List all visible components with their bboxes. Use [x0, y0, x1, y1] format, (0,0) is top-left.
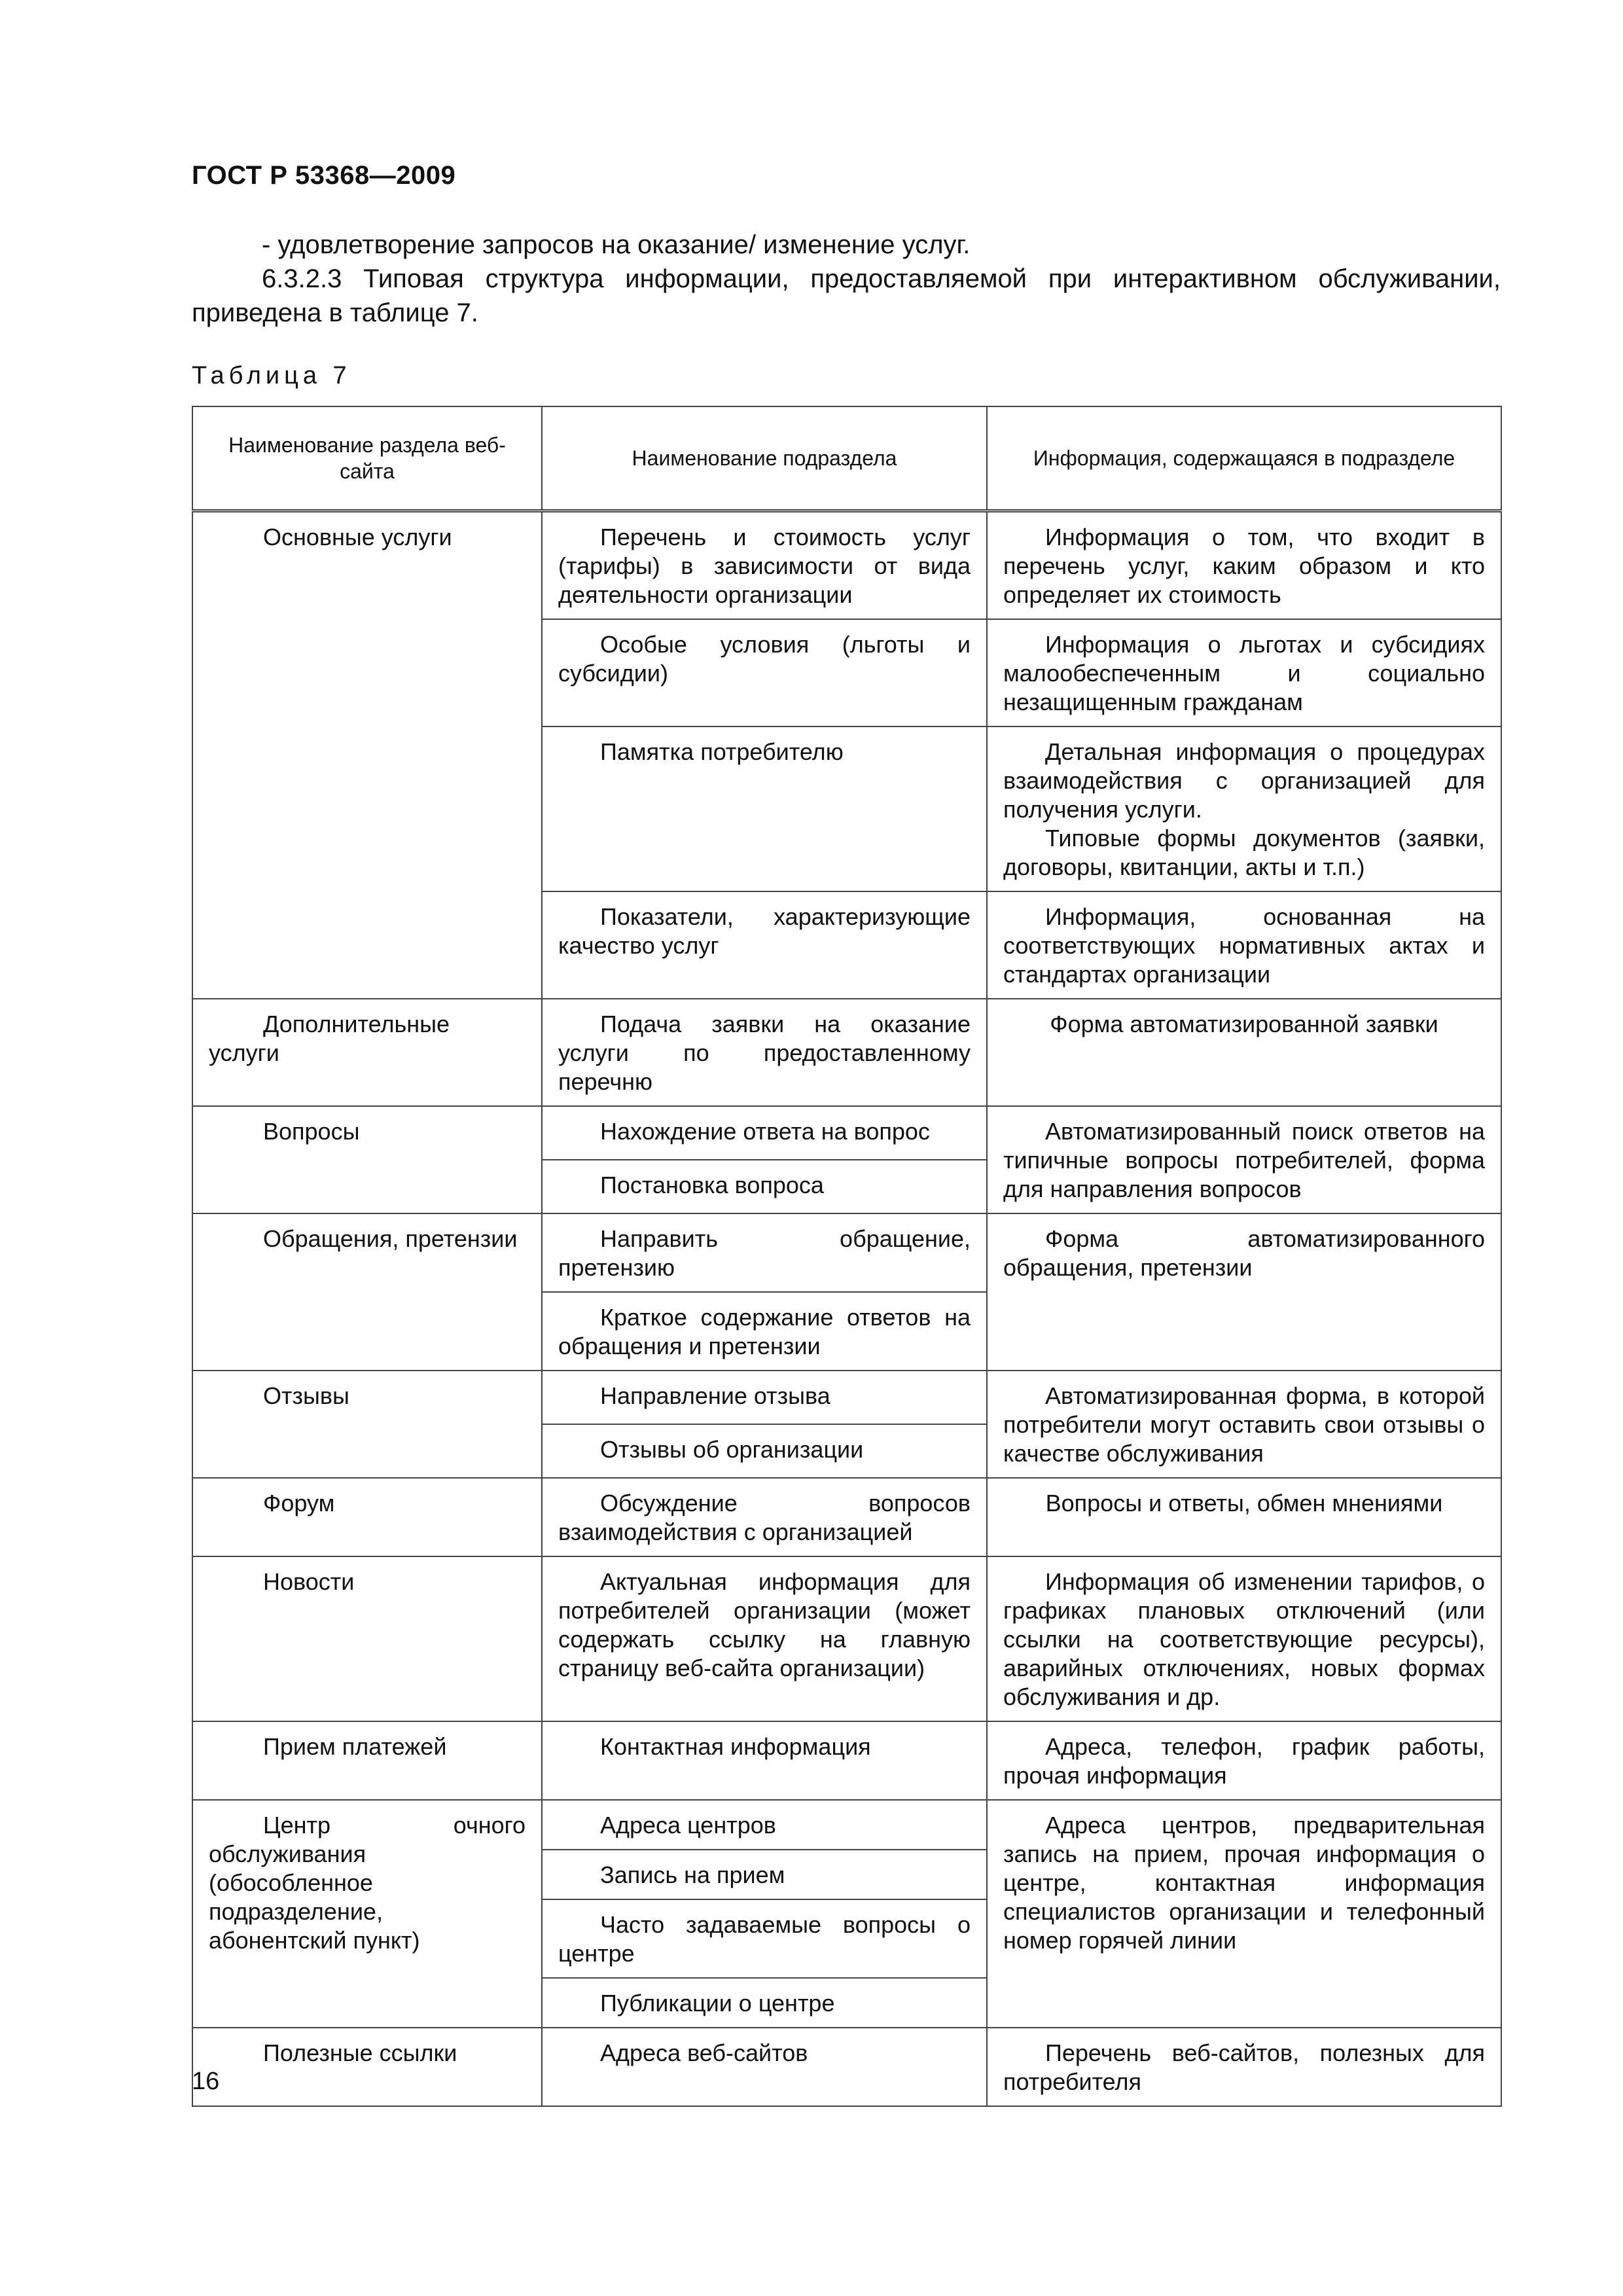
section-cell: Отзывы [192, 1371, 542, 1478]
section-cell: Основные услуги [192, 511, 542, 999]
table-row [192, 1371, 1501, 1424]
subsection-cell: Памятка потребителю [542, 726, 987, 891]
info-cell: Информация, основанная на соответствующих нормативных актах и стандартах организации [987, 891, 1501, 999]
subsection-cell: Адреса веб-сайтов [542, 2028, 987, 2106]
subsection-cell: Перечень и стоимость услуг (тарифы) в зависимости от вида деятельности организации [542, 511, 987, 620]
table-header-row [192, 406, 1501, 511]
table-row [192, 1106, 1501, 1160]
info-cell: Информация о том, что входит в перечень услуг, каким образом и кто определяет их стоимость [987, 511, 1501, 620]
subsection-cell: Постановка вопроса [542, 1160, 987, 1213]
subsection-cell: Нахождение ответа на вопрос [542, 1106, 987, 1160]
info-cell: Форма автоматизированной заявки [987, 999, 1501, 1106]
info-cell: Перечень веб-сайтов, полезных для потребителя [987, 2028, 1501, 2106]
table-row [192, 1213, 1501, 1292]
table-caption: Таблица 7 [192, 362, 351, 389]
subsection-cell: Публикации о центре [542, 1978, 987, 2028]
subsection-cell: Краткое содержание ответов на обращения и претензии [542, 1292, 987, 1371]
section-cell: Новости [192, 1556, 542, 1721]
info-cell: Автоматизированная форма, в которой потребители могут оставить свои отзывы о качестве обслуживания [987, 1371, 1501, 1478]
subsection-cell: Направить обращение, претензию [542, 1213, 987, 1292]
header-section-name: Наименование раздела веб-сайта [192, 406, 542, 511]
info-cell: Информация о льготах и субсидиях малообеспеченным и социально незащищенным гражданам [987, 619, 1501, 726]
subsection-cell: Подача заявки на оказание услуги по предоставленному перечню [542, 999, 987, 1106]
section-cell: Полезные ссылки [192, 2028, 542, 2106]
header-information: Информация, содержащаяся в подразделе [987, 406, 1501, 511]
info-text: Типовые формы документов (заявки, договоры, квитанции, акты и т.п.) [1003, 825, 1485, 880]
subsection-cell: Запись на прием [542, 1850, 987, 1899]
subsection-cell: Контактная информация [542, 1721, 987, 1800]
info-cell: Информация об изменении тарифов, о графиках плановых отключений (или ссылки на соответствующие ресурсы), аварийных отключениях, новых формах обслуживания и др. [987, 1556, 1501, 1721]
info-cell [987, 726, 1501, 891]
info-cell: Адреса центров, предварительная запись на прием, прочая информация о центре, контактная информация специалистов организации и телефонный номер горячей линии [987, 1800, 1501, 2028]
section-cell: Форум [192, 1478, 542, 1556]
section-cell: Прием платежей [192, 1721, 542, 1800]
document-standard-title: ГОСТ Р 53368—2009 [192, 161, 456, 190]
subsection-cell: Обсуждение вопросов взаимодействия с организацией [542, 1478, 987, 1556]
subsection-cell: Показатели, характеризующие качество услуг [542, 891, 987, 999]
info-cell: Адреса, телефон, график работы, прочая информация [987, 1721, 1501, 1800]
info-cell: Форма автоматизированного обращения, претензии [987, 1213, 1501, 1371]
subsection-cell: Особые условия (льготы и субсидии) [542, 619, 987, 726]
section-cell: Вопросы [192, 1106, 542, 1213]
body-paragraph: 6.3.2.3 Типовая структура информации, предоставляемой при интерактивном обслуживании, приведена в таблице 7. [192, 264, 1501, 327]
section-cell: Центр очного обслуживания (обособленное подразделение, абонентский пункт) [192, 1800, 542, 2028]
table-row [192, 1556, 1501, 1721]
table-row [192, 1800, 1501, 1850]
page-number: 16 [192, 2068, 220, 2095]
website-structure-table [192, 406, 1502, 2107]
subsection-cell: Часто задаваемые вопросы о центре [542, 1899, 987, 1978]
info-cell: Вопросы и ответы, обмен мнениями [987, 1478, 1501, 1556]
section-cell: Дополнительные услуги [192, 999, 542, 1106]
header-subsection-name: Наименование подраздела [542, 406, 987, 511]
subsection-cell: Актуальная информация для потребителей организации (может содержать ссылку на главную страницу веб-сайта организации) [542, 1556, 987, 1721]
subsection-cell: Отзывы об организации [542, 1424, 987, 1478]
table-row [192, 511, 1501, 620]
section-cell: Обращения, претензии [192, 1213, 542, 1371]
info-cell: Автоматизированный поиск ответов на типичные вопросы потребителей, форма для направления вопросов [987, 1106, 1501, 1213]
table-row [192, 2028, 1501, 2106]
info-text: Детальная информация о процедурах взаимодействия с организацией для получения услуги. [1003, 738, 1485, 823]
table-row [192, 999, 1501, 1106]
subsection-cell: Направление отзыва [542, 1371, 987, 1424]
table-row [192, 1478, 1501, 1556]
table-row [192, 1721, 1501, 1800]
subsection-cell: Адреса центров [542, 1800, 987, 1850]
list-item-line: - удовлетворение запросов на оказание/ изменение услуг. [262, 230, 971, 259]
